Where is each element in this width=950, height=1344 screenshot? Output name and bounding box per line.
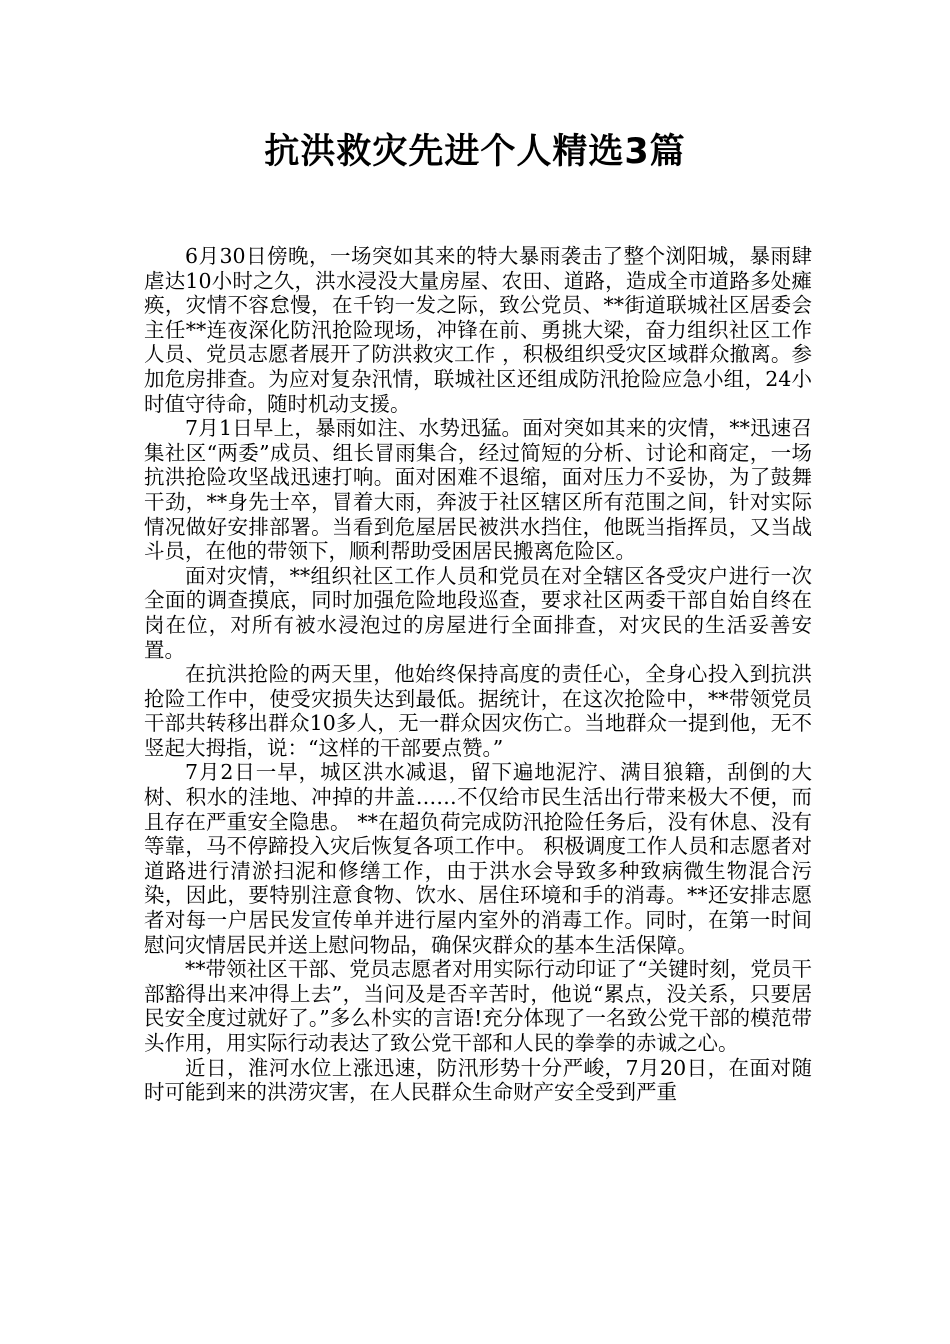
document-body (144, 244, 812, 1105)
paragraph-2: 7月1日早上，暴雨如注、水势迅猛。面对突如其来的灾情，**迅速召集社区“两委”成员、组长冒雨集合，经过简短的分析、讨论和商定，一场抗洪抢险攻坚战迅速打响。面对困难不退缩，面对压力不妥协，为了鼓舞干劲，**身先士卒，冒着大雨，奔波于社区辖区所有范围之间，针对实际情况做好安排部署。当看到危屋居民被洪水挡住，他既当指挥员，又当战斗员，在他的带领下，顺利帮助受困居民搬离危险区。 (144, 416, 812, 564)
paragraph-6: **带领社区干部、党员志愿者对用实际行动印证了“关键时刻，党员干部豁得出来冲得上去”，当问及是否辛苦时，他说“累点，没关系，只要居民安全度过就好了。”多么朴实的言语!充分体现了一名致公党干部的模范带头作用，用实际行动表达了致公党干部和人民的拳拳的赤诚之心。 (144, 957, 812, 1055)
paragraph-7: 近日，淮河水位上涨迅速，防汛形势十分严峻，7月20日，在面对随时可能到来的洪涝灾害，在人民群众生命财产安全受到严重 (144, 1055, 812, 1105)
paragraph-3: 面对灾情，**组织社区工作人员和党员在对全辖区各受灾户进行一次全面的调查摸底，同时加强危险地段巡查，要求社区两委干部自始自终在岗在位，对所有被水浸泡过的房屋进行全面排查，对灾民的生活妥善安置。 (144, 563, 812, 662)
paragraph-4: 在抗洪抢险的两天里，他始终保持高度的责任心，全身心投入到抗洪抢险工作中，使受灾损失达到最低。据统计，在这次抢险中，**带领党员干部共转移出群众10多人，无一群众因灾伤亡。当地群众一提到他，无不竖起大拇指，说：“这样的干部要点赞。” (144, 662, 812, 760)
paragraph-5: 7月2日一早，城区洪水减退，留下遍地泥泞、满目狼籍，刮倒的大树、积水的洼地、冲掉的井盖……不仅给市民生活出行带来极大不便，而且存在严重安全隐患。 **在超负荷完成防汛抢险任务后，没有休息、没有等靠，马不停蹄投入灾后恢复各项工作中。 积极调度工作人员和志愿者对道路进行清淤扫泥和修缮工作，由于洪水会导致多种致病微生物混合污染，因此，要特别注意食物、饮水、居住环境和手的消毒。**还安排志愿者对每一户居民发宣传单并进行屋内室外的消毒工作。同时，在第一时间慰问灾情居民并送上慰问物品，确保灾群众的基本生活保障。 (144, 760, 812, 957)
paragraph-1: 6月30日傍晚，一场突如其来的特大暴雨袭击了整个浏阳城，暴雨肆虐达10小时之久，洪水浸没大量房屋、农田、道路，造成全市道路多处瘫痪，灾情不容怠慢，在千钧一发之际，致公党员、**街道联城社区居委会主任**连夜深化防汛抢险现场，冲锋在前、勇挑大梁，奋力组织社区工作人员、党员志愿者展开了防洪救灾工作 ，积极组织受灾区域群众撤离。参加危房排查。为应对复杂汛情，联城社区还组成防汛抢险应急小组，24小时值守待命，随时机动支援。 (144, 244, 812, 416)
document-title: 抗洪救灾先进个人精选3篇 (264, 132, 686, 172)
